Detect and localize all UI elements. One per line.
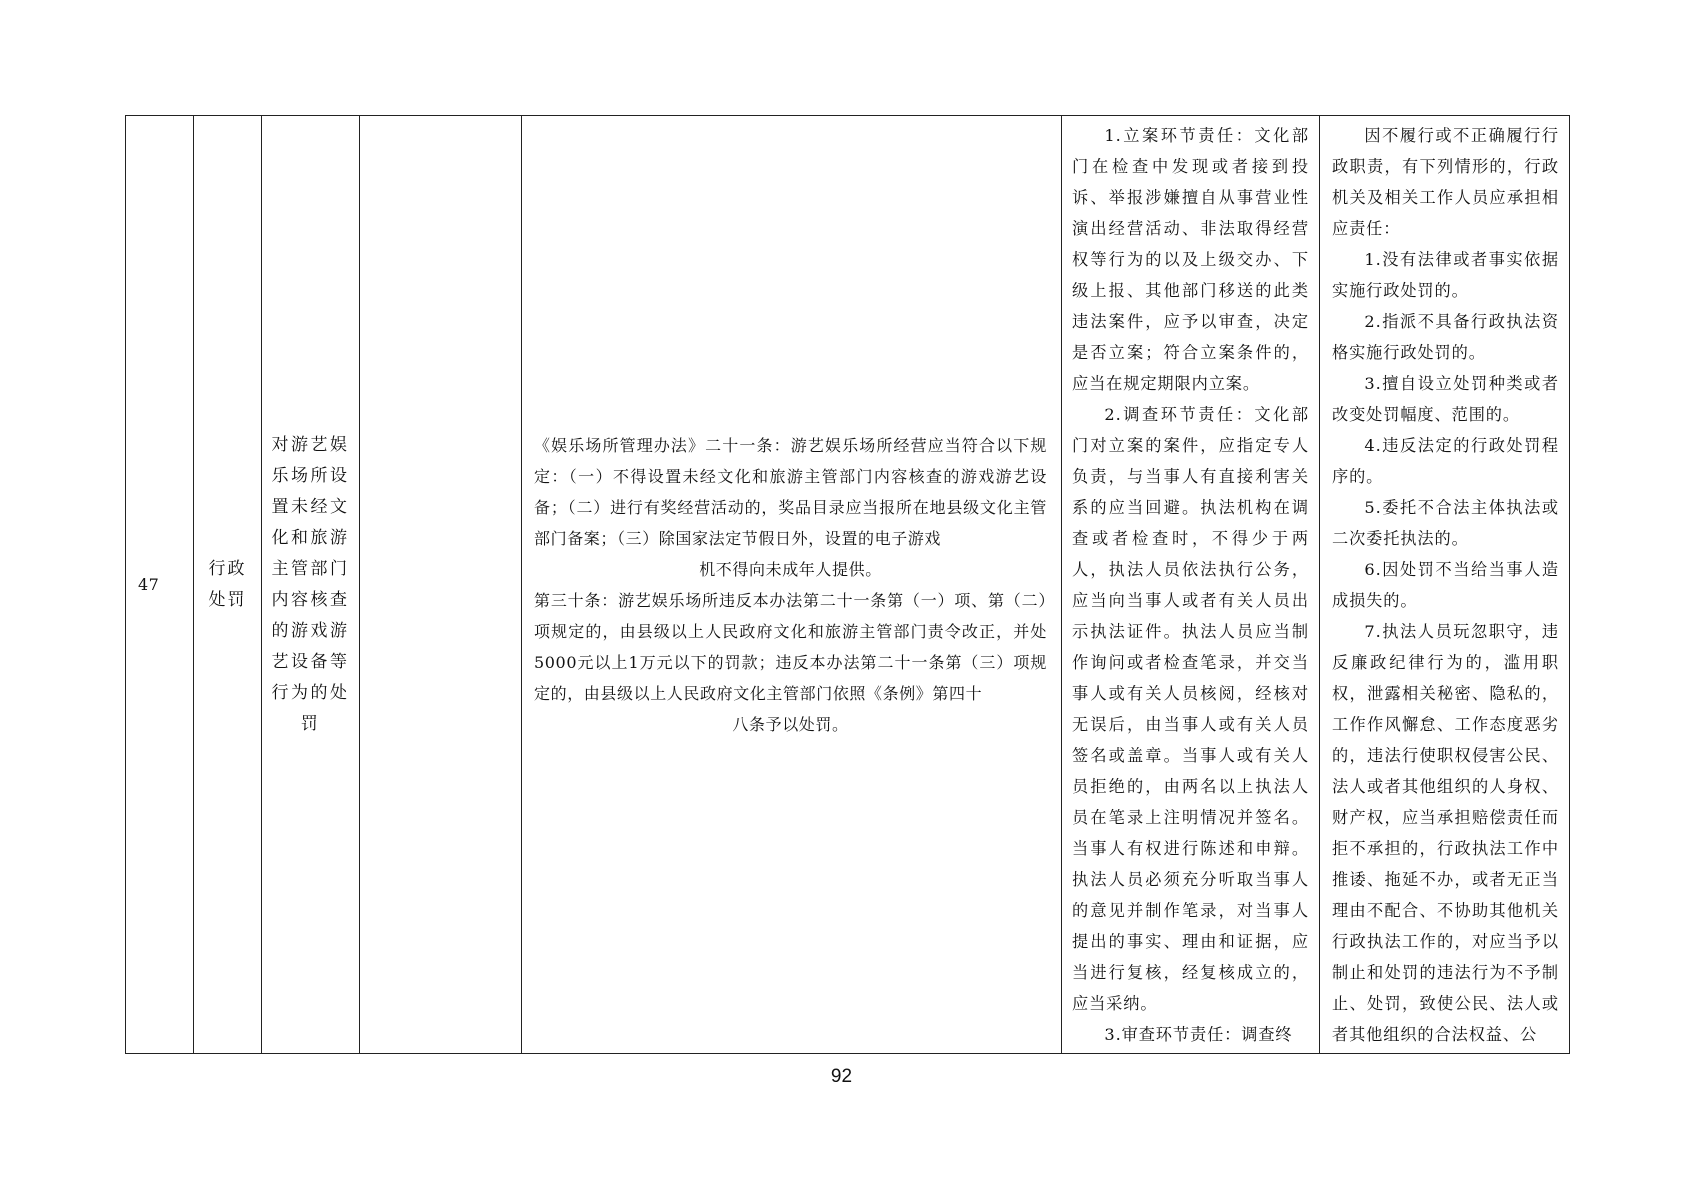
legal-basis-cell: [522, 116, 1062, 1054]
sub-item-cell: [360, 116, 522, 1054]
responsibility-paragraph: 1.立案环节责任：文化部门在检查中发现或者接到投诉、举报涉嫌擅自从事营业性演出经营活动、非法取得经营权等行为的以及上级交办、下级上报、其他部门移送的此类违法案件，应予以审查，决定是否立案；符合立案条件的，应当在规定期限内立案。: [1072, 126, 1309, 393]
responsibility-paragraph: 3.审查环节责任：调查终: [1104, 1025, 1293, 1044]
liability-item: 3.擅自设立处罚种类或者改变处罚幅度、范围的。: [1332, 374, 1559, 424]
item-name-text: 对游艺娱乐场所设置未经文化和旅游主管部门内容核查的游戏游艺设备等行为的处罚: [271, 434, 350, 734]
legal-basis-paragraph: 《娱乐场所管理办法》二十一条：游艺娱乐场所经营应当符合以下规定：（一）不得设置未经文化和旅游主管部门内容核查的游戏游艺设备；（二）进行有奖经营活动的，奖品目录应当报所在地县级文化主管部门备案；（三）除国家法定节假日外，设置的电子游戏: [534, 435, 1047, 548]
row-number: 47: [138, 575, 160, 594]
liability-item: 6.因处罚不当给当事人造成损失的。: [1332, 560, 1559, 610]
table-row: [126, 116, 1570, 1054]
responsibility-cell: [1062, 116, 1320, 1054]
page-number: 92: [830, 1066, 853, 1087]
legal-basis-paragraph: 第三十条：游艺娱乐场所违反本办法第二十一条第（一）项、第（二）项规定的，由县级以上人民政府文化和旅游主管部门责令改正，并处5000元以上1万元以下的罚款；违反本办法第二十一条第（三）项规定的，由县级以上人民政府文化主管部门依照《条例》第四十: [534, 590, 1047, 703]
category-cell: [194, 116, 262, 1054]
row-number-cell: [126, 116, 194, 1054]
power-list-table: [125, 115, 1570, 1054]
item-name-cell: [262, 116, 360, 1054]
liability-item: 4.违反法定的行政处罚程序的。: [1332, 436, 1559, 486]
liability-cell: [1320, 116, 1570, 1054]
liability-item: 7.执法人员玩忽职守，违反廉政纪律行为的，滥用职权，泄露相关秘密、隐私的，工作作风懈怠、工作态度恶劣的，违法行使职权侵害公民、法人或者其他组织的人身权、财产权，应当承担赔偿责任而拒不承担的，行政执法工作中推诿、拖延不办，或者无正当理由不配合、不协助其他机关行政执法工作的，对应当予以制止和处罚的违法行为不予制止、处罚，致使公民、法人或者其他组织的合法权益、公: [1332, 622, 1559, 1044]
liability-item: 2.指派不具备行政执法资格实施行政处罚的。: [1332, 312, 1559, 362]
category-text: 行政处罚: [208, 558, 247, 610]
liability-intro: 因不履行或不正确履行行政职责，有下列情形的，行政机关及相关工作人员应承担相应责任：: [1332, 126, 1559, 238]
legal-basis-paragraph-end: 机不得向未成年人提供。: [699, 559, 882, 579]
liability-item: 1.没有法律或者事实依据实施行政处罚的。: [1332, 250, 1559, 300]
responsibility-paragraph: 2.调查环节责任：文化部门对立案的案件，应指定专人负责，与当事人有直接利害关系的应当回避。执法机构在调查或者检查时，不得少于两人，执法人员依法执行公务，应当向当事人或者有关人员出示执法证件。执法人员应当制作询问或者检查笔录，并交当事人或有关人员核阅，经核对无误后，由当事人或有关人员签名或盖章。当事人或有关人员拒绝的，由两名以上执法人员在笔录上注明情况并签名。当事人有权进行陈述和申辩。执法人员必须充分听取当事人的意见并制作笔录，对当事人提出的事实、理由和证据，应当进行复核，经复核成立的，应当采纳。: [1072, 405, 1309, 1013]
legal-basis-paragraph-end: 八条予以处罚。: [732, 714, 849, 734]
liability-item: 5.委托不合法主体执法或二次委托执法的。: [1332, 498, 1559, 548]
